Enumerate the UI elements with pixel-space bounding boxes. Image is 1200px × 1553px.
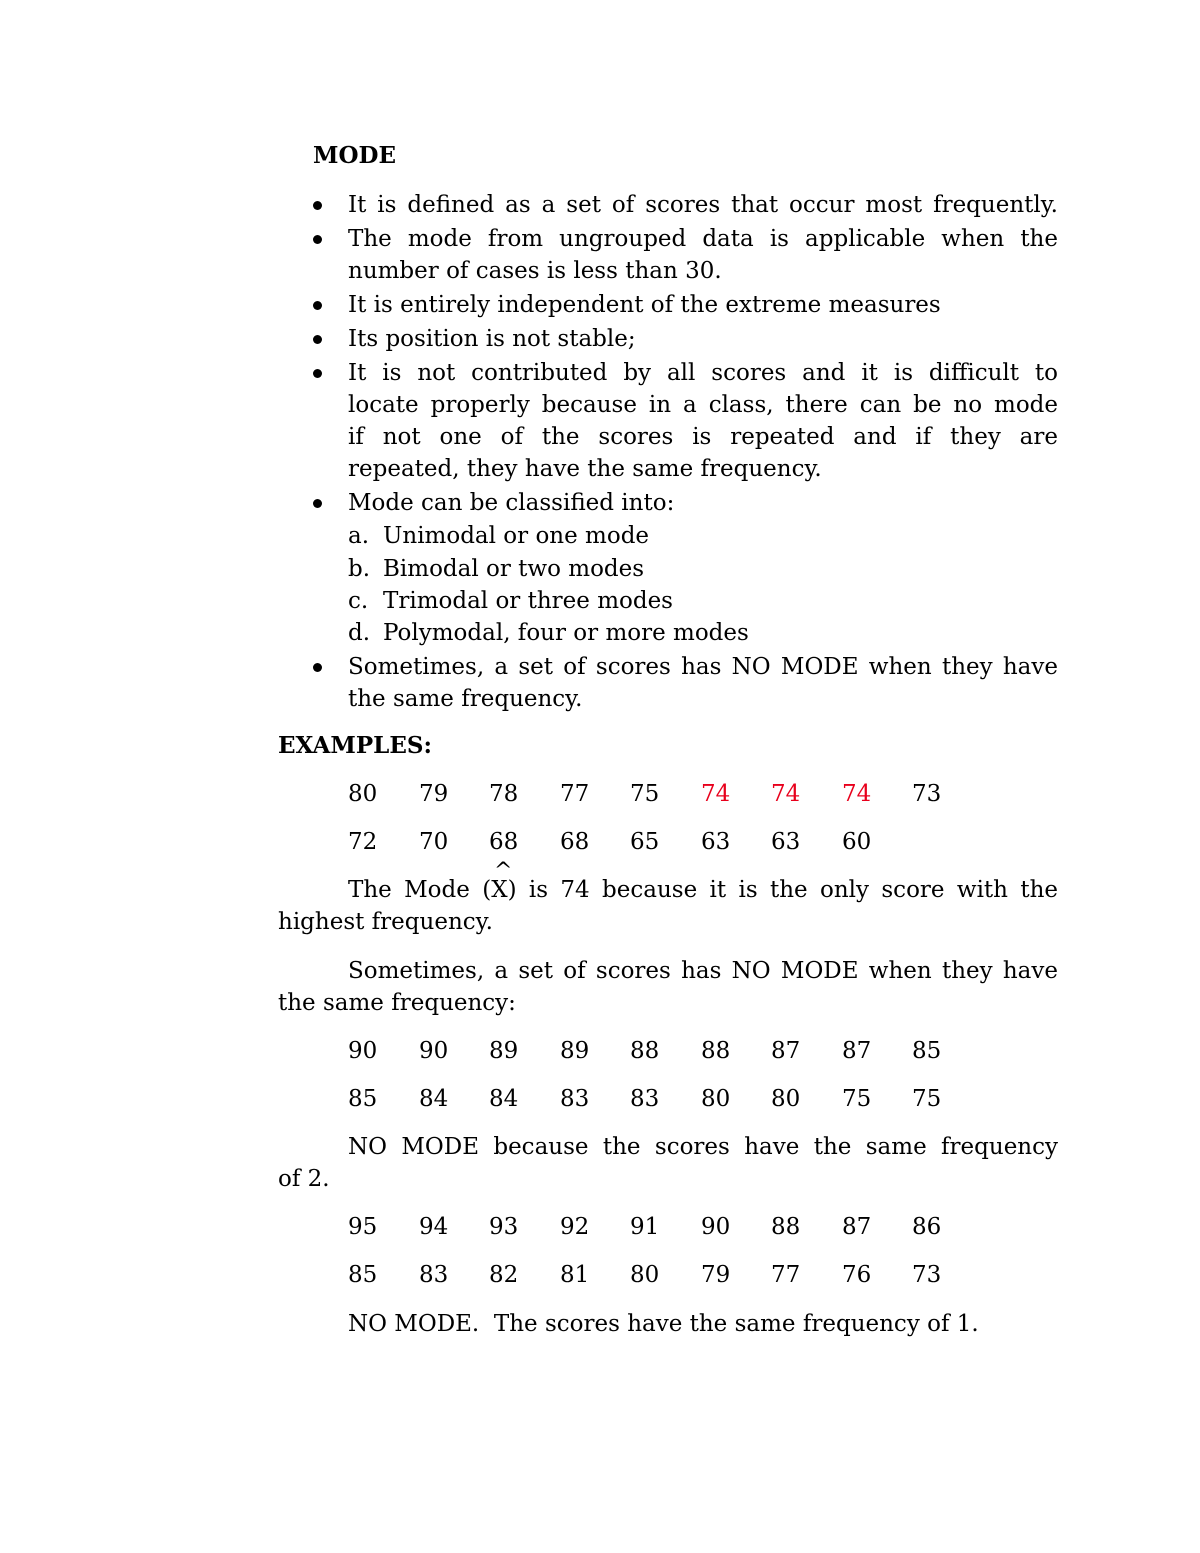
score: 90 xyxy=(701,1214,731,1240)
bullet-dot xyxy=(313,201,322,210)
score: 65 xyxy=(630,829,660,855)
score: 88 xyxy=(701,1038,731,1064)
bullet-no-mode xyxy=(348,651,1058,715)
bullet-dot xyxy=(313,499,322,508)
score: 73 xyxy=(912,781,942,807)
explanation-line: of 2. xyxy=(278,1166,330,1192)
bullet-ungrouped xyxy=(348,223,1058,287)
score: 68 xyxy=(560,829,590,855)
score: 75 xyxy=(630,781,660,807)
mode-score: 74 xyxy=(771,781,801,807)
score: 87 xyxy=(771,1038,801,1064)
bullet-definition: It is defined as a set of scores that occur most frequently. xyxy=(348,192,1058,218)
example1-explanation xyxy=(278,874,1058,938)
score: 90 xyxy=(419,1038,449,1064)
list-text: Bimodal or two modes xyxy=(383,556,645,582)
score: 83 xyxy=(560,1086,590,1112)
bullet-line: the same frequency. xyxy=(348,686,583,712)
explanation-line: highest frequency. xyxy=(278,909,493,935)
mode-score: 74 xyxy=(701,781,731,807)
bullet-dot xyxy=(313,663,322,672)
score: 79 xyxy=(701,1262,731,1288)
bullet-not-contributed xyxy=(348,357,1058,485)
score: 63 xyxy=(771,829,801,855)
hat-accent: ^ xyxy=(494,859,513,884)
score: 70 xyxy=(419,829,449,855)
score: 95 xyxy=(348,1214,378,1240)
section-heading: MODE xyxy=(313,142,396,169)
score: 93 xyxy=(489,1214,519,1240)
score: 60 xyxy=(842,829,872,855)
score: 77 xyxy=(560,781,590,807)
bullet-line: Sometimes, a set of scores has NO MODE when they have xyxy=(348,654,1058,680)
score: 89 xyxy=(489,1038,519,1064)
score: 89 xyxy=(560,1038,590,1064)
score: 84 xyxy=(419,1086,449,1112)
list-text: Unimodal or one mode xyxy=(383,523,650,549)
explanation-line: NO MODE because the scores have the same frequency xyxy=(348,1134,1058,1160)
score: 94 xyxy=(419,1214,449,1240)
score: 77 xyxy=(771,1262,801,1288)
list-letter: b. xyxy=(348,556,371,582)
list-letter: c. xyxy=(348,588,369,614)
mode-type-item xyxy=(348,585,673,617)
mode-symbol: X xyxy=(491,877,508,903)
list-letter: d. xyxy=(348,620,371,646)
examples-heading: EXAMPLES: xyxy=(278,732,432,759)
score: 88 xyxy=(771,1214,801,1240)
mode-score: 74 xyxy=(842,781,872,807)
score: 85 xyxy=(348,1262,378,1288)
score: 72 xyxy=(348,829,378,855)
score: 81 xyxy=(560,1262,590,1288)
score: 91 xyxy=(630,1214,660,1240)
bullet-line: It is not contributed by all scores and it is difficult to xyxy=(348,360,1058,386)
list-text: Trimodal or three modes xyxy=(383,588,673,614)
score: 85 xyxy=(912,1038,942,1064)
list-text: Polymodal, four or more modes xyxy=(383,620,749,646)
bullet-classified: Mode can be classified into: xyxy=(348,490,675,516)
mode-type-item xyxy=(348,553,644,585)
bullet-dot xyxy=(313,301,322,310)
bullet-line: number of cases is less than 30. xyxy=(348,258,722,284)
score: 92 xyxy=(560,1214,590,1240)
bullet-line: if not one of the scores is repeated and if they are xyxy=(348,424,1058,450)
score: 78 xyxy=(489,781,519,807)
score: 85 xyxy=(348,1086,378,1112)
score: 63 xyxy=(701,829,731,855)
score: 87 xyxy=(842,1214,872,1240)
bullet-dot xyxy=(313,335,322,344)
bullet-line: The mode from ungrouped data is applicable when the xyxy=(348,226,1058,252)
example2-intro xyxy=(278,955,1058,1019)
bullet-position: Its position is not stable; xyxy=(348,326,636,352)
bullet-dot xyxy=(313,369,322,378)
score: 84 xyxy=(489,1086,519,1112)
bullet-dot xyxy=(313,235,322,244)
example2-explanation xyxy=(278,1131,1058,1195)
intro-line: Sometimes, a set of scores has NO MODE when they have xyxy=(348,958,1058,984)
score: 90 xyxy=(348,1038,378,1064)
bullet-line: repeated, they have the same frequency. xyxy=(348,456,822,482)
score: 83 xyxy=(630,1086,660,1112)
score: 86 xyxy=(912,1214,942,1240)
score: 68 xyxy=(489,829,519,855)
score: 80 xyxy=(348,781,378,807)
score: 76 xyxy=(842,1262,872,1288)
explanation-line xyxy=(278,874,1058,906)
score: 79 xyxy=(419,781,449,807)
score: 73 xyxy=(912,1262,942,1288)
score: 75 xyxy=(912,1086,942,1112)
intro-line: the same frequency: xyxy=(278,990,516,1016)
score: 80 xyxy=(701,1086,731,1112)
text-part: ) is 74 because it is the only score with the xyxy=(507,877,1058,903)
text-part: The Mode ( xyxy=(348,877,492,903)
list-letter: a. xyxy=(348,523,370,549)
score: 88 xyxy=(630,1038,660,1064)
bullet-line: locate properly because in a class, there can be no mode xyxy=(348,392,1058,418)
score: 83 xyxy=(419,1262,449,1288)
bullet-independent: It is entirely independent of the extreme measures xyxy=(348,292,941,318)
score: 75 xyxy=(842,1086,872,1112)
score: 80 xyxy=(771,1086,801,1112)
score: 87 xyxy=(842,1038,872,1064)
mode-type-item xyxy=(348,617,749,649)
score: 82 xyxy=(489,1262,519,1288)
example3-explanation: NO MODE. The scores have the same frequency of 1. xyxy=(348,1311,979,1337)
score: 80 xyxy=(630,1262,660,1288)
mode-type-item xyxy=(348,520,649,552)
